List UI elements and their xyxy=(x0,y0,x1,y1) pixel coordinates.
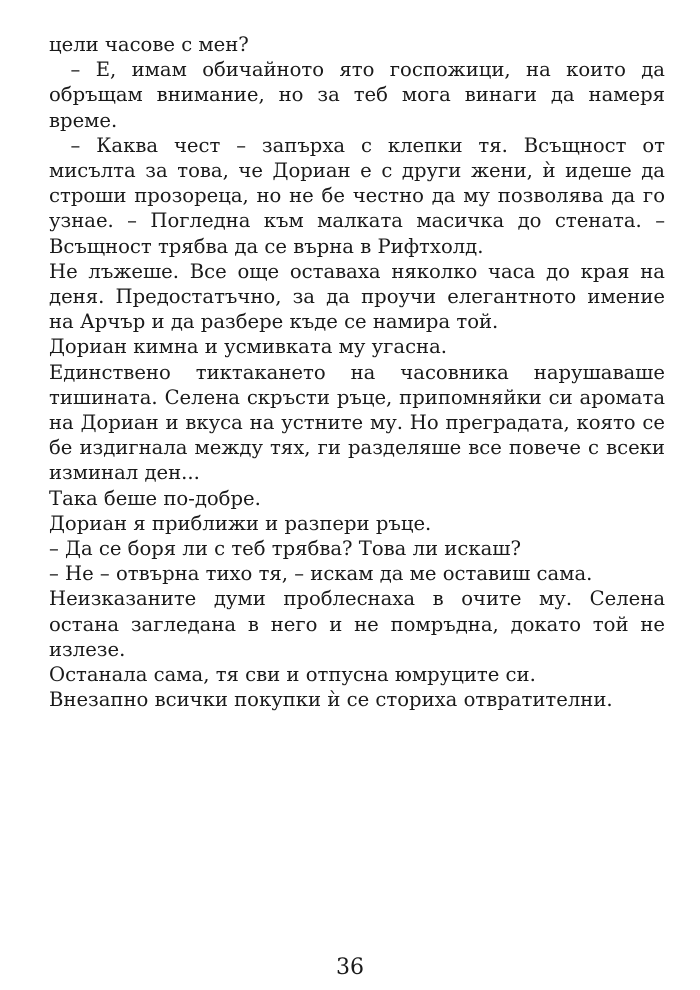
paragraph-5: Дориан кимна и усмивката му угасна. xyxy=(49,335,448,359)
page-number: 36 xyxy=(336,955,364,980)
paragraph-6: Единствено тиктакането на часовника нарушаваше тишината. Селена скръсти ръце, припомняйки си аромата на Дориан и вкуса на устните му. Но преградата, която се бе издигнала между тях, ги разделяше все повече с всеки изминал ден... xyxy=(49,360,665,485)
paragraph-9: – Да се боря ли с теб трябва? Това ли искаш? xyxy=(49,537,521,561)
paragraph-13: Внезапно всички покупки ѝ се сториха отвратителни. xyxy=(49,688,613,712)
paragraph-10: – Не – отвърна тихо тя, – искам да ме оставиш сама. xyxy=(49,562,593,586)
paragraph-4: Не лъжеше. Все още оставаха няколко часа до края на деня. Предостатъчно, за да проучи елегантното имение на Арчър и да разбере къде се намира той. xyxy=(49,259,665,334)
paragraph-2: – Е, имам обичайното ято госпожици, на които да обръщам внимание, но за теб мога винаги да намеря време. xyxy=(49,58,665,132)
paragraph-7: Така беше по-добре. xyxy=(49,486,261,510)
paragraph-11: Неизказаните думи проблеснаха в очите му. Селена остана загледана в него и не помръдна, докато той не излезе. xyxy=(49,587,665,661)
paragraph-1: цели часове с мен? xyxy=(49,33,249,56)
body-text xyxy=(49,32,665,712)
paragraph-8: Дориан я приближи и разпери ръце. xyxy=(49,511,432,535)
paragraph-12: Останала сама, тя сви и отпусна юмруците си. xyxy=(49,663,536,687)
paragraph-3: – Каква чест – запърха с клепки тя. Всъщност от мисълта за това, че Дориан е с други жени, ѝ идеше да строши прозореца, но не бе честно да му позволява да го узнае. – Погледна към малката масичка до стената. – Всъщност трябва да се върна в Рифтхолд. xyxy=(49,133,665,258)
